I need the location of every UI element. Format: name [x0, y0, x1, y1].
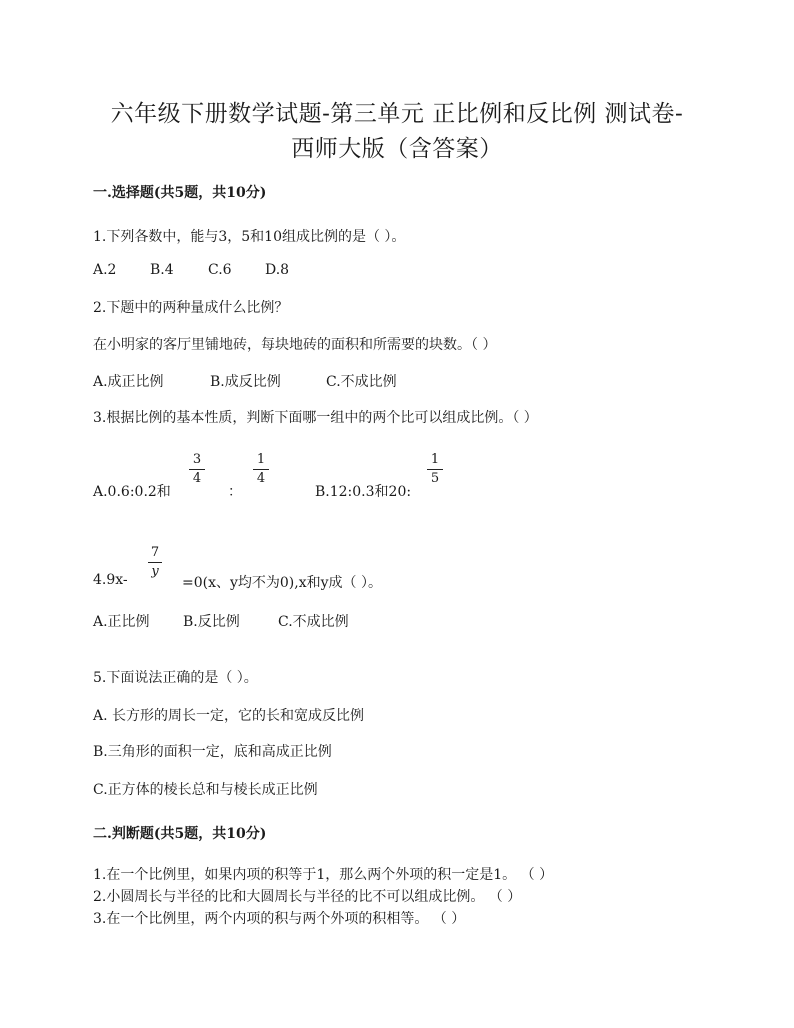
q5-stem: 5.下面说法正确的是（ ）。 — [93, 670, 258, 686]
judge-item-3: 3.在一个比例里，两个内项的积与两个外项的积相等。 （ ） — [93, 911, 466, 927]
q3-fraction-3-4 — [189, 452, 205, 487]
judge-item-1: 1.在一个比例里，如果内项的积等于1，那么两个外项的积一定是1。 （ ） — [93, 867, 554, 883]
q3-fraction-1-5 — [427, 452, 443, 487]
section-2-heading: 二.判断题(共5题，共10分) — [93, 826, 267, 842]
title-line-1: 六年级下册数学试题-第三单元 正比例和反比例 测试卷- — [110, 101, 684, 127]
q2-option-c: C.不成比例 — [326, 374, 397, 390]
fraction-numerator: 1 — [430, 452, 440, 467]
q5-option-c: C.正方体的棱长总和与棱长成正比例 — [93, 782, 318, 798]
section-1-heading: 一.选择题(共5题，共10分) — [93, 185, 267, 201]
fraction-denominator: 4 — [192, 471, 202, 486]
q4-option-b: B.反比例 — [183, 614, 240, 630]
fraction-denominator: 5 — [430, 471, 440, 486]
q3-stem: 3.根据比例的基本性质，判断下面哪一组中的两个比可以组成比例。（ ） — [93, 410, 538, 426]
fraction-numerator: 3 — [192, 452, 202, 467]
q1-option-a: A.2 — [93, 262, 117, 278]
q1-option-c: C.6 — [208, 262, 232, 278]
fraction-numerator: 7 — [150, 545, 160, 560]
q3-fraction-1-4 — [253, 452, 269, 487]
q2-sub: 在小明家的客厅里铺地砖，每块地砖的面积和所需要的块数。（ ） — [93, 337, 497, 353]
fraction-denominator: y — [151, 564, 159, 579]
q3-option-b: B.12:0.3和20: — [315, 484, 412, 500]
q1-stem: 1.下列各数中，能与3，5和10组成比例的是（ ）。 — [93, 229, 406, 245]
q5-option-b: B.三角形的面积一定，底和高成正比例 — [93, 744, 332, 760]
fraction-bar — [189, 469, 205, 470]
q4-suffix: =0(x、y均不为0),x和y成（ ）。 — [182, 575, 382, 591]
q2-stem: 2.下题中的两种量成什么比例？ — [93, 300, 289, 316]
fraction-numerator: 1 — [256, 452, 266, 467]
q4-option-c: C.不成比例 — [278, 614, 349, 630]
fraction-bar — [427, 469, 443, 470]
fraction-bar — [253, 469, 269, 470]
q3-colon: ： — [228, 484, 242, 500]
q2-option-b: B.成反比例 — [210, 374, 281, 390]
title-line-2: 西师大版（含答案） — [291, 136, 503, 162]
q5-option-a: A. 长方形的周长一定，它的长和宽成反比例 — [93, 708, 365, 724]
q2-option-a: A.成正比例 — [93, 374, 164, 390]
fraction-bar — [148, 562, 162, 563]
judge-item-2: 2.小圆周长与半径的比和大圆周长与半径的比不可以组成比例。 （ ） — [93, 889, 522, 905]
q1-option-d: D.8 — [265, 262, 290, 278]
q1-option-b: B.4 — [150, 262, 174, 278]
q4-fraction-7-y — [148, 545, 162, 580]
q4-prefix: 4.9x- — [93, 572, 128, 588]
fraction-denominator: 4 — [256, 471, 266, 486]
q3-option-a: A.0.6:0.2和 — [93, 484, 171, 500]
q4-option-a: A.正比例 — [93, 614, 150, 630]
